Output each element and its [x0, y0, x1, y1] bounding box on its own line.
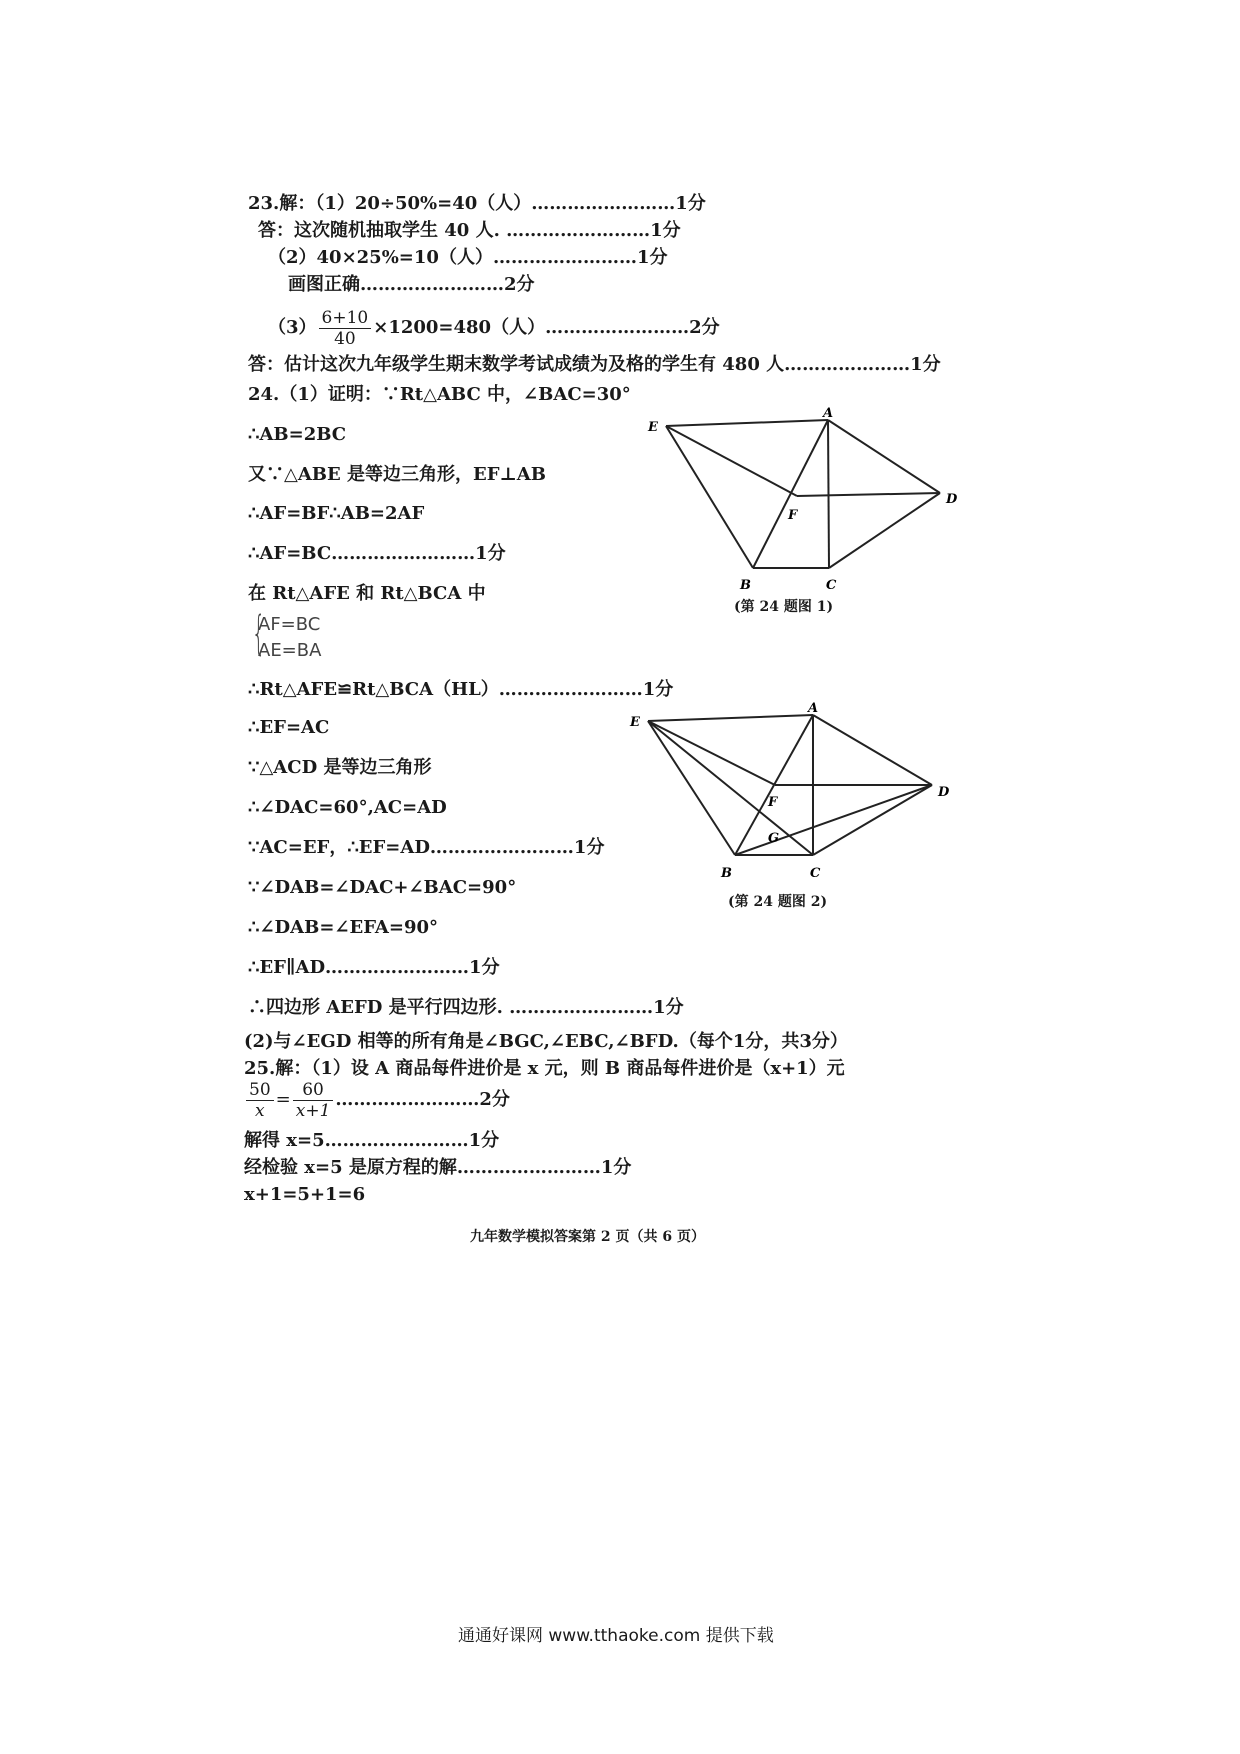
fig1-label-F: F: [788, 508, 798, 523]
fig1-segment-EB: [666, 426, 753, 568]
fig2-segment-EC: [648, 721, 813, 855]
left-brace-icon: {: [252, 606, 266, 660]
fig2-segment-EA: [648, 715, 813, 721]
q24-line-4: ∴AF=BF∴AB=2AF: [248, 503, 425, 524]
fig1-segment-CD: [829, 493, 940, 568]
fig1-segment-EF: [666, 426, 797, 496]
q24-line-2: ∴AB=2BC: [248, 424, 347, 445]
page-footer: 九年数学模拟答案第 2 页（共 6 页）: [470, 1229, 705, 1245]
fig1-label-B: B: [740, 578, 751, 593]
q24-line-1: 24.（1）证明：∵Rt△ABC 中，∠BAC=30°: [248, 384, 631, 405]
fig2-label-D: D: [938, 785, 950, 800]
q24-line-14: ∴EF∥AD……………………1分: [248, 957, 500, 978]
q24-line-8: ∴EF=AC: [248, 717, 330, 738]
q24-brace-system: [252, 606, 322, 664]
q24-brace-line-1: AF=BC: [258, 614, 321, 635]
fig2-label-A: A: [808, 701, 819, 716]
fig2-label-E: E: [630, 715, 640, 730]
q25-line-3: 解得 x=5……………………1分: [244, 1130, 500, 1151]
q24-figure-1-caption: (第 24 题图 1): [734, 599, 834, 615]
fig2-segment-EF: [648, 721, 775, 785]
fig1-segment-AC: [828, 420, 829, 568]
q23-fraction-denominator: 40: [334, 328, 356, 349]
fig1-segment-FD: [797, 493, 940, 496]
fig2-segment-AD: [813, 715, 932, 785]
fig2-label-C: C: [810, 866, 821, 881]
q24-brace-line-2: AE=BA: [258, 640, 322, 661]
q23-line-1: 23.解：（1）20÷50%=40（人）……………………1分: [248, 193, 706, 214]
q23-part3-label: （3）: [268, 317, 317, 338]
q25-fraction-left-numerator: 50: [246, 1080, 274, 1101]
q23-line-3: （2）40×25%=10（人）……………………1分: [268, 247, 668, 268]
q24-figure-2-caption: (第 24 题图 2): [728, 894, 828, 910]
q25-line-5: x+1=5+1=6: [244, 1184, 366, 1205]
q23-fraction: [319, 308, 372, 349]
fig1-segment-EA: [666, 420, 828, 426]
q23-part3-result: ×1200=480（人）……………………2分: [373, 317, 720, 338]
q24-line-3: 又∵△ABE 是等边三角形，EF⊥AB: [248, 464, 546, 485]
q24-figure-1: [640, 405, 970, 605]
q24-line-6: 在 Rt△AFE 和 Rt△BCA 中: [248, 583, 486, 604]
fig2-label-B: B: [721, 866, 732, 881]
q24-line-15: ∴四边形 AEFD 是平行四边形. ……………………1分: [248, 997, 684, 1018]
q23-line-2: 答：这次随机抽取学生 40 人. ……………………1分: [258, 220, 681, 241]
q25-fraction-left-denominator: x: [255, 1100, 265, 1121]
q24-line-5: ∴AF=BC……………………1分: [248, 543, 506, 564]
fig1-label-E: E: [648, 420, 658, 435]
fig2-segment-EB: [648, 721, 735, 855]
q25-equation: [244, 1076, 510, 1124]
q24-line-13: ∴∠DAB=∠EFA=90°: [248, 917, 439, 938]
q24-line-10: ∴∠DAC=60°,AC=AD: [248, 797, 447, 818]
fig1-label-A: A: [823, 406, 834, 421]
q23-line-6: 答：估计这次九年级学生期末数学考试成绩为及格的学生有 480 人…………………1分: [248, 354, 941, 375]
q25-line-1: 25.解：（1）设 A 商品每件进价是 x 元，则 B 商品每件进价是（x+1）元: [244, 1058, 845, 1079]
q25-line-4: 经检验 x=5 是原方程的解……………………1分: [244, 1157, 632, 1178]
q25-fraction-right-denominator: x+1: [295, 1100, 331, 1121]
q24-line-9: ∵△ACD 是等边三角形: [248, 757, 432, 778]
fig2-segment-BD: [735, 785, 932, 855]
fig1-segment-AD: [828, 420, 940, 493]
q25-equation-score: ……………………2分: [335, 1089, 510, 1110]
q23-line-4: 画图正确……………………2分: [288, 274, 535, 295]
q23-fraction-numerator: 6+10: [319, 308, 372, 329]
q24-line-16: (2)与∠EGD 相等的所有角是∠BGC,∠EBC,∠BFD.（每个1分，共3分）: [244, 1031, 848, 1052]
q23-line-5: [268, 302, 720, 354]
fig2-label-F: F: [768, 795, 778, 810]
q24-figure-2: [618, 700, 968, 895]
q24-line-7: ∴Rt△AFE≌Rt△BCA（HL）……………………1分: [248, 679, 674, 700]
q24-line-12: ∵∠DAB=∠DAC+∠BAC=90°: [248, 877, 517, 898]
fig2-label-G: G: [768, 831, 780, 846]
fig1-label-D: D: [946, 492, 958, 507]
q25-equals-sign: =: [275, 1089, 291, 1110]
q25-fraction-right: [293, 1080, 334, 1121]
q24-line-11: ∵AC=EF，∴EF=AD……………………1分: [248, 837, 605, 858]
source-watermark: 通通好课网 www.tthaoke.com 提供下载: [458, 1626, 774, 1646]
q25-fraction-right-numerator: 60: [293, 1080, 334, 1101]
fig1-label-C: C: [826, 578, 837, 593]
q25-fraction-left: [246, 1080, 274, 1121]
fig1-segment-AB: [753, 420, 828, 568]
